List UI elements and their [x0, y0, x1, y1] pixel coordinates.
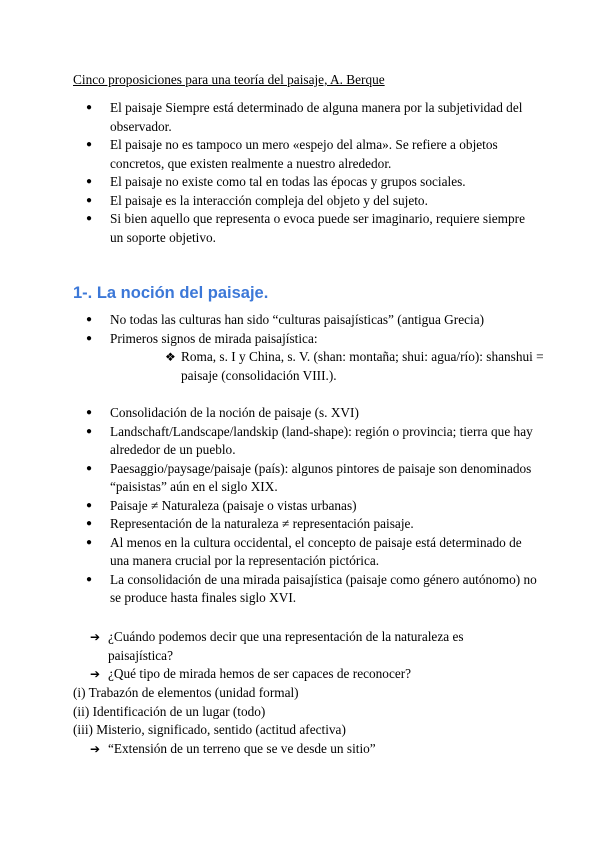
list-item: ● Paisaje ≠ Naturaleza (paisaje o vistas urbanas): [0, 497, 600, 516]
list-item: ● El paisaje no existe como tal en todas las épocas y grupos sociales.: [0, 173, 600, 192]
sub-list-item: ❖ Roma, s. I y China, s. V. (shan: montaña; shui: agua/río): shanshui = paisaje (consolidación VIII.).: [165, 349, 544, 383]
document-title: Cinco proposiciones para una teoría del paisaje, A. Berque: [73, 72, 385, 87]
diamond-bullet-icon: ❖: [165, 350, 176, 364]
criterion-item: (i) Trabazón de elementos (unidad formal): [73, 685, 299, 700]
list-item: ● El paisaje Siempre está determinado de alguna manera por la subjetividad del observador.: [86, 100, 523, 134]
bullet-icon: ●: [86, 213, 93, 224]
bullet-icon: ●: [86, 332, 93, 344]
bullet-icon: ●: [86, 194, 93, 206]
arrow-icon: ➔: [90, 630, 101, 644]
list-item: ● Representación de la naturaleza ≠ representación paisaje.: [0, 515, 600, 534]
list-item: ● El paisaje no es tampoco un mero «espejo del alma». Se refiere a objetos concretos, que existen realmente a nuestro alrededor.: [86, 137, 498, 171]
arrow-icon: ➔: [90, 667, 101, 681]
definition-item: ➔ “Extensión de un terreno que se ve desde un sitio”: [0, 740, 600, 759]
bullet-icon: ●: [86, 314, 93, 325]
section-list-b: [0, 404, 600, 608]
list-item: ● Si bien aquello que representa o evoca puede ser imaginario, requiere siempre un soporte objetivo.: [86, 211, 525, 245]
bullet-icon: ●: [86, 425, 93, 437]
section-heading: 1-. La noción del paisaje.: [73, 284, 269, 302]
bullet-icon: ●: [86, 462, 93, 474]
bullet-icon: ●: [86, 139, 93, 150]
propositions-list: [0, 99, 600, 247]
bullet-icon: ●: [86, 536, 93, 548]
bullet-icon: ●: [86, 102, 93, 113]
list-item: ● El paisaje es la interacción compleja del objeto y del sujeto.: [0, 192, 600, 211]
section-list-a: [0, 311, 600, 348]
arrow-icon: ➔: [90, 742, 101, 756]
list-item: ● Consolidación de la noción de paisaje (s. XVI): [0, 404, 600, 423]
list-item: ● Al menos en la cultura occidental, el concepto de paisaje está determinado de una manera crucial por la representación pictórica.: [86, 534, 522, 568]
list-item: ● La consolidación de una mirada paisajística (paisaje como género autónomo) no se produce hasta finales siglo XVI.: [86, 571, 537, 605]
criterion-item: (iii) Misterio, significado, sentido (actitud afectiva): [73, 722, 346, 737]
list-item: ● Landschaft/Landscape/landskip (land-shape): región o provincia; tierra que hay alrededor de un pueblo.: [86, 423, 533, 457]
bullet-icon: ●: [86, 407, 93, 418]
list-item: ● Paesaggio/paysage/paisaje (país): algunos pintores de paisaje son denominados “paisistas” aún en el siglo XIX.: [86, 460, 532, 494]
bullet-icon: ●: [86, 176, 93, 187]
question-item: ➔ ¿Cuándo podemos decir que una representación de la naturaleza es paisajística?: [90, 629, 464, 663]
bullet-icon: ●: [86, 518, 93, 529]
bullet-icon: ●: [86, 499, 93, 511]
bullet-icon: ●: [86, 573, 93, 585]
list-item: ● Primeros signos de mirada paisajística:: [0, 330, 600, 349]
question-item: ➔ ¿Qué tipo de mirada hemos de ser capaces de reconocer?: [0, 665, 600, 684]
list-item: ● No todas las culturas han sido “culturas paisajísticas” (antigua Grecia): [0, 311, 600, 330]
criterion-item: (ii) Identificación de un lugar (todo): [73, 704, 266, 719]
